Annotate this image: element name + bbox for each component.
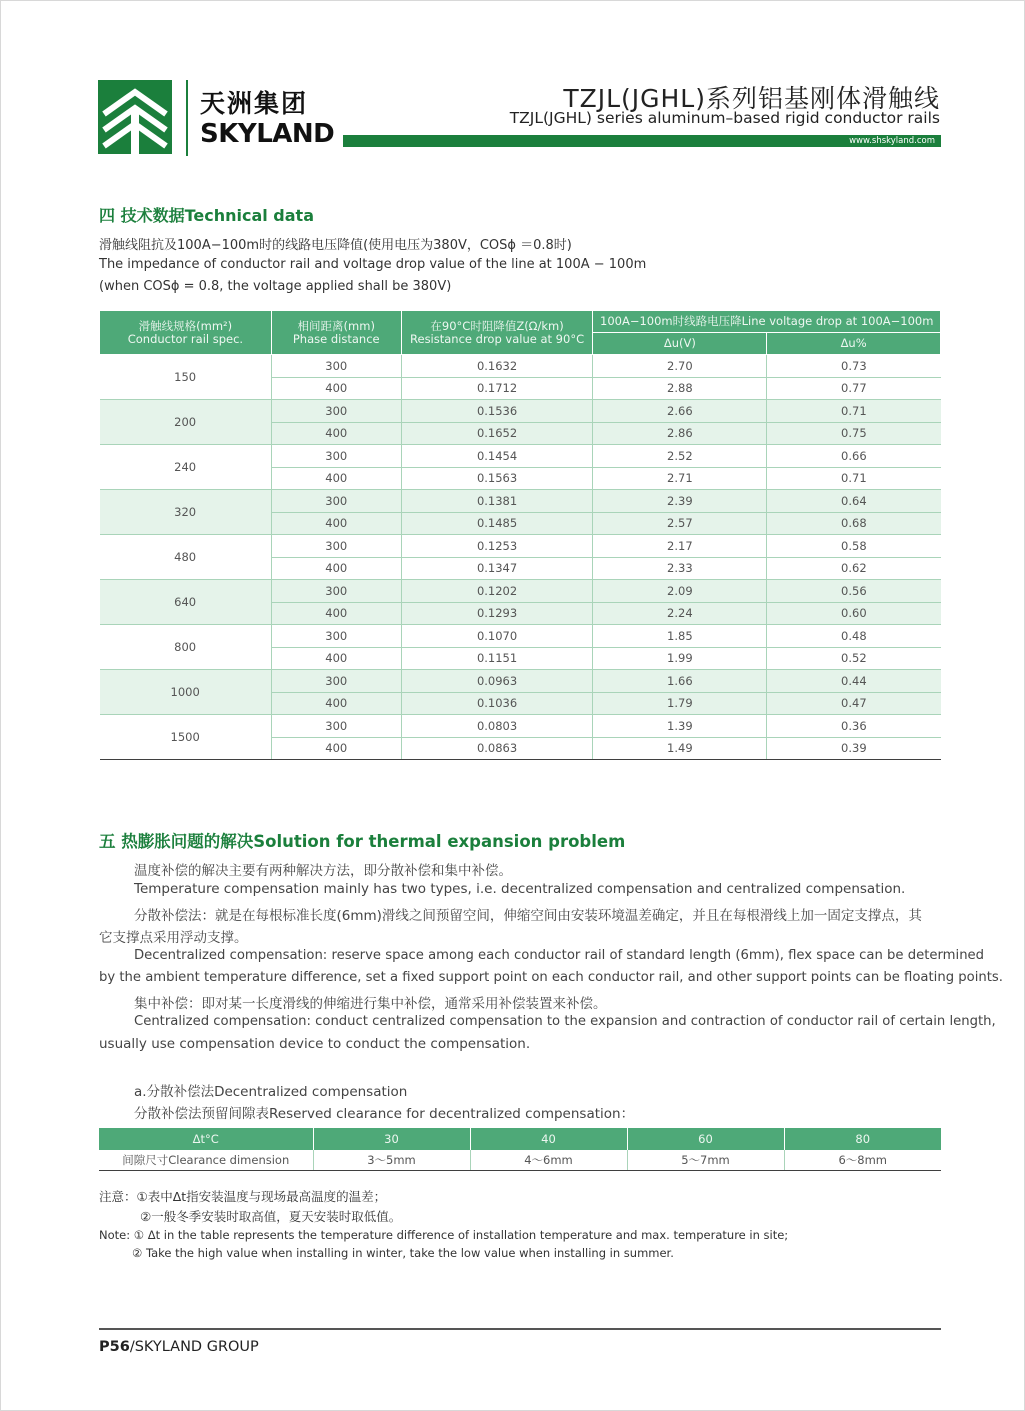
table-cell: 0.1563 [401, 467, 593, 490]
brand-name-cn: 天洲集团 [200, 89, 309, 118]
table-row [100, 715, 941, 738]
table-cell: 0.52 [767, 647, 941, 670]
table-cell: 2.33 [593, 557, 767, 580]
table-cell: 0.0803 [401, 715, 593, 738]
table-cell: 400 [271, 467, 401, 490]
table-cell: 0.71 [767, 467, 941, 490]
table-cell: 1.99 [593, 647, 767, 670]
section-heading-technical-data: 四 技术数据Technical data [99, 206, 314, 225]
table-cell: 0.48 [767, 625, 941, 648]
clearance-header-cell: 30 [313, 1128, 470, 1150]
table-cell: 2.66 [593, 400, 767, 423]
paragraph-2-en-b: by the ambient temperature difference, set a fixed support point on each conductor rail, and other support points can be floating points. [99, 970, 1003, 985]
table-cell: 0.1652 [401, 422, 593, 445]
spec-cell: 150 [100, 355, 272, 400]
table-cell: 0.1536 [401, 400, 593, 423]
paragraph-3-en-b: usually use compensation device to conduct the compensation. [99, 1036, 531, 1052]
spec-cell: 320 [100, 490, 272, 535]
table-row [100, 400, 941, 423]
clearance-header-cell: 60 [627, 1128, 784, 1150]
paragraph-3-en-a: Centralized compensation: conduct centralized compensation to the expansion and contraction of conductor rail of certain length, [134, 1014, 996, 1029]
header-du-percent: Δu% [767, 333, 941, 355]
paragraph-1-en: Temperature compensation mainly has two types, i.e. decentralized compensation and centralized compensation. [134, 881, 906, 897]
spec-cell: 800 [100, 625, 272, 670]
clearance-header-cell: 80 [784, 1128, 941, 1150]
table-cell: 1.39 [593, 715, 767, 738]
section-heading-thermal-expansion: 五 热膨胀问题的解决Solution for thermal expansion problem [99, 832, 626, 851]
table-cell: 300 [271, 715, 401, 738]
note-cn-1: 注意：①表中Δt指安装温度与现场最高温度的温差； [99, 1189, 387, 1204]
table-cell: 400 [271, 422, 401, 445]
table-cell: 0.1632 [401, 355, 593, 378]
spec-cell: 200 [100, 400, 272, 445]
paragraph-2-cn-a: 分散补偿法：就是在每根标准长度(6mm)滑线之间预留空间，伸缩空间由安装环境温差确定，并且在每根滑线上加一固定支撑点，其 [134, 908, 922, 924]
table-cell: 0.0863 [401, 737, 593, 760]
intro-en-2: (when COSϕ = 0.8, the voltage applied shall be 380V) [99, 279, 452, 294]
page-number: P56 [99, 1339, 130, 1355]
table-cell: 0.1347 [401, 557, 593, 580]
table-cell: 0.1485 [401, 512, 593, 535]
table-cell: 300 [271, 355, 401, 378]
clearance-cell: 3～5mm [313, 1150, 470, 1171]
table-cell: 1.49 [593, 737, 767, 760]
brand-name-en: SKYLAND [200, 119, 335, 149]
spec-cell: 1000 [100, 670, 272, 715]
table-cell: 0.44 [767, 670, 941, 693]
clearance-header-cell: 40 [470, 1128, 627, 1150]
table-cell: 0.56 [767, 580, 941, 603]
clearance-header-cell: Δt°C [99, 1128, 313, 1150]
table-cell: 400 [271, 557, 401, 580]
table-cell: 0.47 [767, 692, 941, 715]
table-cell: 400 [271, 512, 401, 535]
table-cell: 0.0963 [401, 670, 593, 693]
table-cell: 2.71 [593, 467, 767, 490]
table-cell: 2.09 [593, 580, 767, 603]
table-cell: 1.66 [593, 670, 767, 693]
header-resistance-en: Resistance drop value at 90°C [410, 331, 585, 346]
table-row [100, 580, 941, 603]
paragraph-3-cn: 集中补偿：即对某一长度滑线的伸缩进行集中补偿，通常采用补偿装置来补偿。 [134, 996, 607, 1012]
table-cell: 2.39 [593, 490, 767, 513]
table-cell: 400 [271, 692, 401, 715]
table-cell: 0.1454 [401, 445, 593, 468]
table-cell: 2.17 [593, 535, 767, 558]
table-cell: 300 [271, 625, 401, 648]
table-cell: 0.62 [767, 557, 941, 580]
header-du: Δu(V) [593, 333, 767, 355]
table-cell: 1.85 [593, 625, 767, 648]
note-en-1: Note: ① Δt in the table represents the temperature difference of installation temperature and max. temperature in site; [99, 1228, 789, 1242]
table-cell: 400 [271, 602, 401, 625]
logo-separator [186, 80, 188, 156]
footer-brand: /SKYLAND GROUP [129, 1339, 259, 1355]
header-resistance [401, 311, 593, 355]
clearance-cell: 6～8mm [784, 1150, 941, 1171]
clearance-table [99, 1128, 941, 1171]
table-cell: 300 [271, 445, 401, 468]
table-cell: 2.88 [593, 377, 767, 400]
table-cell: 300 [271, 535, 401, 558]
intro-en-1: The impedance of conductor rail and voltage drop value of the line at 100A − 100m [99, 257, 647, 272]
spec-cell: 480 [100, 535, 272, 580]
table-cell: 2.70 [593, 355, 767, 378]
header-phase [271, 311, 401, 355]
table-cell: 300 [271, 580, 401, 603]
subheading-a: a.分散补偿法Decentralized compensation [134, 1084, 408, 1100]
table-cell: 0.1202 [401, 580, 593, 603]
table-cell: 0.1293 [401, 602, 593, 625]
table-cell: 400 [271, 737, 401, 760]
page-title-cn: TZJL(JGHL)系列铝基刚体滑触线 [563, 84, 940, 113]
table-cell: 0.1036 [401, 692, 593, 715]
paragraph-2-en-a: Decentralized compensation: reserve space among each conductor rail of standard length (6mm), flex space can be determined [134, 948, 985, 963]
table-cell: 300 [271, 670, 401, 693]
header-spec-en: Conductor rail spec. [127, 331, 244, 346]
table-cell: 2.52 [593, 445, 767, 468]
table-row [100, 355, 941, 378]
header-phase-en: Phase distance [292, 331, 380, 346]
table-cell: 0.1381 [401, 490, 593, 513]
header-bar [343, 135, 941, 147]
table-cell: 0.1253 [401, 535, 593, 558]
paragraph-2-cn-b: 它支撑点采用浮动支撑。 [99, 930, 248, 946]
table-cell: 400 [271, 647, 401, 670]
spec-cell: 1500 [100, 715, 272, 760]
table-cell: 0.75 [767, 422, 941, 445]
table-cell: 0.66 [767, 445, 941, 468]
table-cell: 0.36 [767, 715, 941, 738]
spec-cell: 640 [100, 580, 272, 625]
clearance-row [99, 1150, 941, 1171]
spec-cell: 240 [100, 445, 272, 490]
table-row [100, 445, 941, 468]
header-spec-cn: 滑触线规格(mm²) [138, 318, 233, 333]
clearance-cell: 间隙尺寸Clearance dimension [99, 1150, 313, 1171]
table-cell: 0.64 [767, 490, 941, 513]
website-link[interactable]: www.shskyland.com [849, 136, 935, 146]
subheading-a-table-caption: 分散补偿法预留间隙表Reserved clearance for decentralized compensation： [134, 1106, 635, 1122]
clearance-header-row [99, 1128, 941, 1150]
clearance-cell: 4～6mm [470, 1150, 627, 1171]
paragraph-1-cn: 温度补偿的解决主要有两种解决方法，即分散补偿和集中补偿。 [134, 863, 512, 879]
skyland-logo-icon [98, 80, 172, 154]
table-cell: 0.73 [767, 355, 941, 378]
header-resistance-cn: 在90°C时阻降值Z(Ω/km) [430, 318, 564, 333]
table-row [100, 625, 941, 648]
table-cell: 0.39 [767, 737, 941, 760]
table-cell: 0.60 [767, 602, 941, 625]
table-row [100, 535, 941, 558]
table-cell: 0.77 [767, 377, 941, 400]
footer [99, 1339, 259, 1355]
header-spec [100, 311, 272, 355]
note-en-2: ② Take the high value when installing in winter, take the low value when installing in summer. [132, 1246, 674, 1260]
clearance-cell: 5～7mm [627, 1150, 784, 1171]
table-cell: 2.57 [593, 512, 767, 535]
table-cell: 400 [271, 377, 401, 400]
table-cell: 300 [271, 490, 401, 513]
table-cell: 0.1151 [401, 647, 593, 670]
table-row [100, 490, 941, 513]
table-cell: 0.71 [767, 400, 941, 423]
header-phase-cn: 相间距离(mm) [297, 318, 375, 333]
table-cell: 300 [271, 400, 401, 423]
table-cell: 0.68 [767, 512, 941, 535]
table-row [100, 670, 941, 693]
note-cn-2: ②一般冬季安装时取高值，夏天安装时取低值。 [140, 1209, 402, 1224]
table-cell: 0.1712 [401, 377, 593, 400]
table-cell: 2.86 [593, 422, 767, 445]
footer-divider [99, 1328, 941, 1330]
table-cell: 0.1070 [401, 625, 593, 648]
table-cell: 0.58 [767, 535, 941, 558]
intro-cn: 滑触线阻抗及100A−100m时的线路电压降值(使用电压为380V，COSϕ ＝0.8时) [99, 238, 572, 253]
header-voltage-drop: 100A−100m时线路电压降Line voltage drop at 100A−100m [593, 311, 941, 333]
technical-data-table [99, 310, 941, 760]
page-title-en: TZJL(JGHL) series aluminum–based rigid conductor rails [509, 109, 940, 127]
table-cell: 1.79 [593, 692, 767, 715]
table-cell: 2.24 [593, 602, 767, 625]
